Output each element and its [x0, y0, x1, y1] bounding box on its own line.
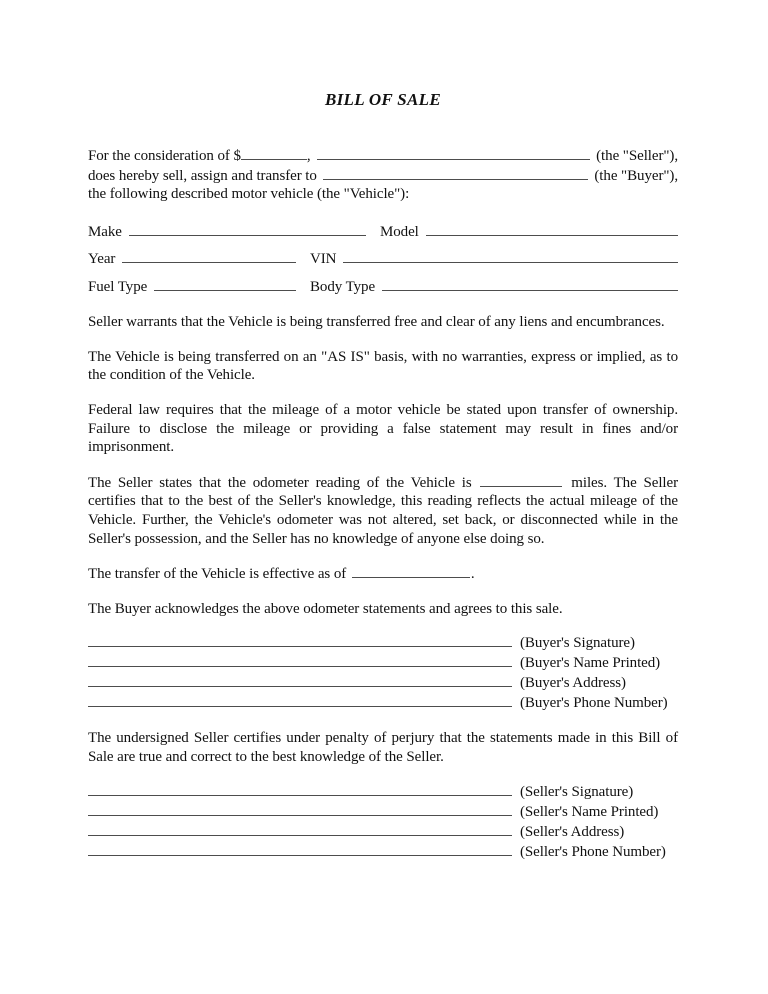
fuel-type-group [88, 277, 310, 298]
fuel-type-field[interactable] [154, 277, 296, 291]
seller-suffix-text: (the "Seller"), [596, 148, 678, 164]
year-group [88, 249, 310, 270]
effective-date-field[interactable] [352, 564, 470, 578]
intro-line-vehicle: the following described motor vehicle (the "Vehicle"): [88, 186, 410, 203]
seller-phone-row [88, 842, 678, 862]
buyer-phone-field[interactable] [88, 693, 512, 707]
seller-name-printed-row [88, 802, 678, 822]
effective-suffix-text: . [470, 566, 475, 583]
seller-address-row [88, 822, 678, 842]
seller-address-field[interactable] [88, 822, 512, 836]
buyer-name-printed-row [88, 653, 678, 673]
seller-signature-field[interactable] [88, 782, 512, 796]
model-group [380, 222, 678, 243]
vin-label: VIN [310, 251, 337, 268]
paragraph-effective-date [88, 564, 678, 584]
paragraph-odometer [88, 473, 678, 548]
make-label: Make [88, 223, 122, 240]
paragraph-federal-law: Federal law requires that the mileage of a motor vehicle be stated upon transfer of ownership. Failure to disclose the mileage or providing a false statement may result in fines and/or imprisonment. [88, 402, 678, 456]
year-field[interactable] [122, 249, 296, 263]
model-field[interactable] [426, 222, 678, 236]
vehicle-make-model-row [88, 222, 678, 243]
seller-signature-block [88, 782, 678, 862]
consideration-amount-field[interactable] [241, 146, 307, 160]
buyer-signature-field[interactable] [88, 633, 512, 647]
intro-line-consideration [88, 146, 678, 166]
buyer-phone-label: (Buyer's Phone Number) [520, 695, 668, 712]
buyer-suffix-text: (the "Buyer"), [594, 167, 678, 184]
odometer-prefix-text: The Seller states that the odometer reading of the Vehicle is [88, 474, 479, 491]
model-label: Model [380, 223, 419, 240]
intro-line-transfer [88, 166, 678, 186]
buyer-signature-label: (Buyer's Signature) [520, 635, 635, 652]
body-type-label: Body Type [310, 278, 376, 295]
odometer-reading-field[interactable] [480, 473, 562, 487]
consideration-prefix-text: For the consideration of $ [88, 148, 241, 164]
fuel-type-label: Fuel Type [88, 278, 148, 295]
transfer-prefix-text: does hereby sell, assign and transfer to [88, 167, 317, 184]
buyer-name-printed-field[interactable] [88, 653, 512, 667]
buyer-name-field[interactable] [323, 166, 589, 180]
buyer-address-label: (Buyer's Address) [520, 675, 626, 692]
seller-address-label: (Seller's Address) [520, 823, 625, 840]
buyer-signature-row [88, 633, 678, 653]
make-field[interactable] [129, 222, 366, 236]
vin-group [310, 249, 678, 270]
seller-phone-label: (Seller's Phone Number) [520, 843, 666, 860]
buyer-name-printed-label: (Buyer's Name Printed) [520, 655, 661, 672]
buyer-address-row [88, 673, 678, 693]
odometer-suffix-text: miles. The Seller certifies that to the best of the Seller's knowledge, this reading reflects the actual mileage of the Vehicle. Further, the Vehicle's odometer was not altered, set back, or disconnected while in the Seller's possession, and the Seller has no knowledge of anyone else doing so. [88, 474, 678, 547]
paragraph-seller-certification: The undersigned Seller certifies under penalty of perjury that the statements made in this Bill of Sale are true and correct to the best knowledge of the Seller. [88, 730, 678, 765]
make-group [88, 222, 380, 243]
seller-signature-row [88, 782, 678, 802]
body-type-group [310, 277, 678, 298]
paragraph-warranty: Seller warrants that the Vehicle is being transferred free and clear of any liens and encumbrances. [88, 314, 665, 331]
buyer-signature-block [88, 633, 678, 713]
document-title: BILL OF SALE [324, 90, 442, 109]
vehicle-fuel-body-row [88, 277, 678, 298]
vehicle-year-vin-row [88, 249, 678, 270]
paragraph-buyer-acknowledgement: The Buyer acknowledges the above odometer statements and agrees to this sale. [88, 600, 563, 617]
buyer-address-field[interactable] [88, 673, 512, 687]
seller-name-printed-label: (Seller's Name Printed) [520, 803, 659, 820]
paragraph-as-is: The Vehicle is being transferred on an "AS IS" basis, with no warranties, express or implied, as to the condition of the Vehicle. [88, 348, 678, 384]
intro-paragraph [88, 146, 678, 204]
buyer-phone-row [88, 693, 678, 713]
comma-text: , [306, 148, 311, 164]
seller-name-printed-field[interactable] [88, 802, 512, 816]
vin-field[interactable] [343, 249, 678, 263]
body-type-field[interactable] [382, 277, 678, 291]
effective-prefix-text: The transfer of the Vehicle is effective as of [88, 566, 350, 583]
seller-phone-field[interactable] [88, 842, 512, 856]
seller-signature-label: (Seller's Signature) [520, 783, 634, 800]
year-label: Year [88, 251, 116, 268]
seller-name-field[interactable] [317, 146, 591, 160]
